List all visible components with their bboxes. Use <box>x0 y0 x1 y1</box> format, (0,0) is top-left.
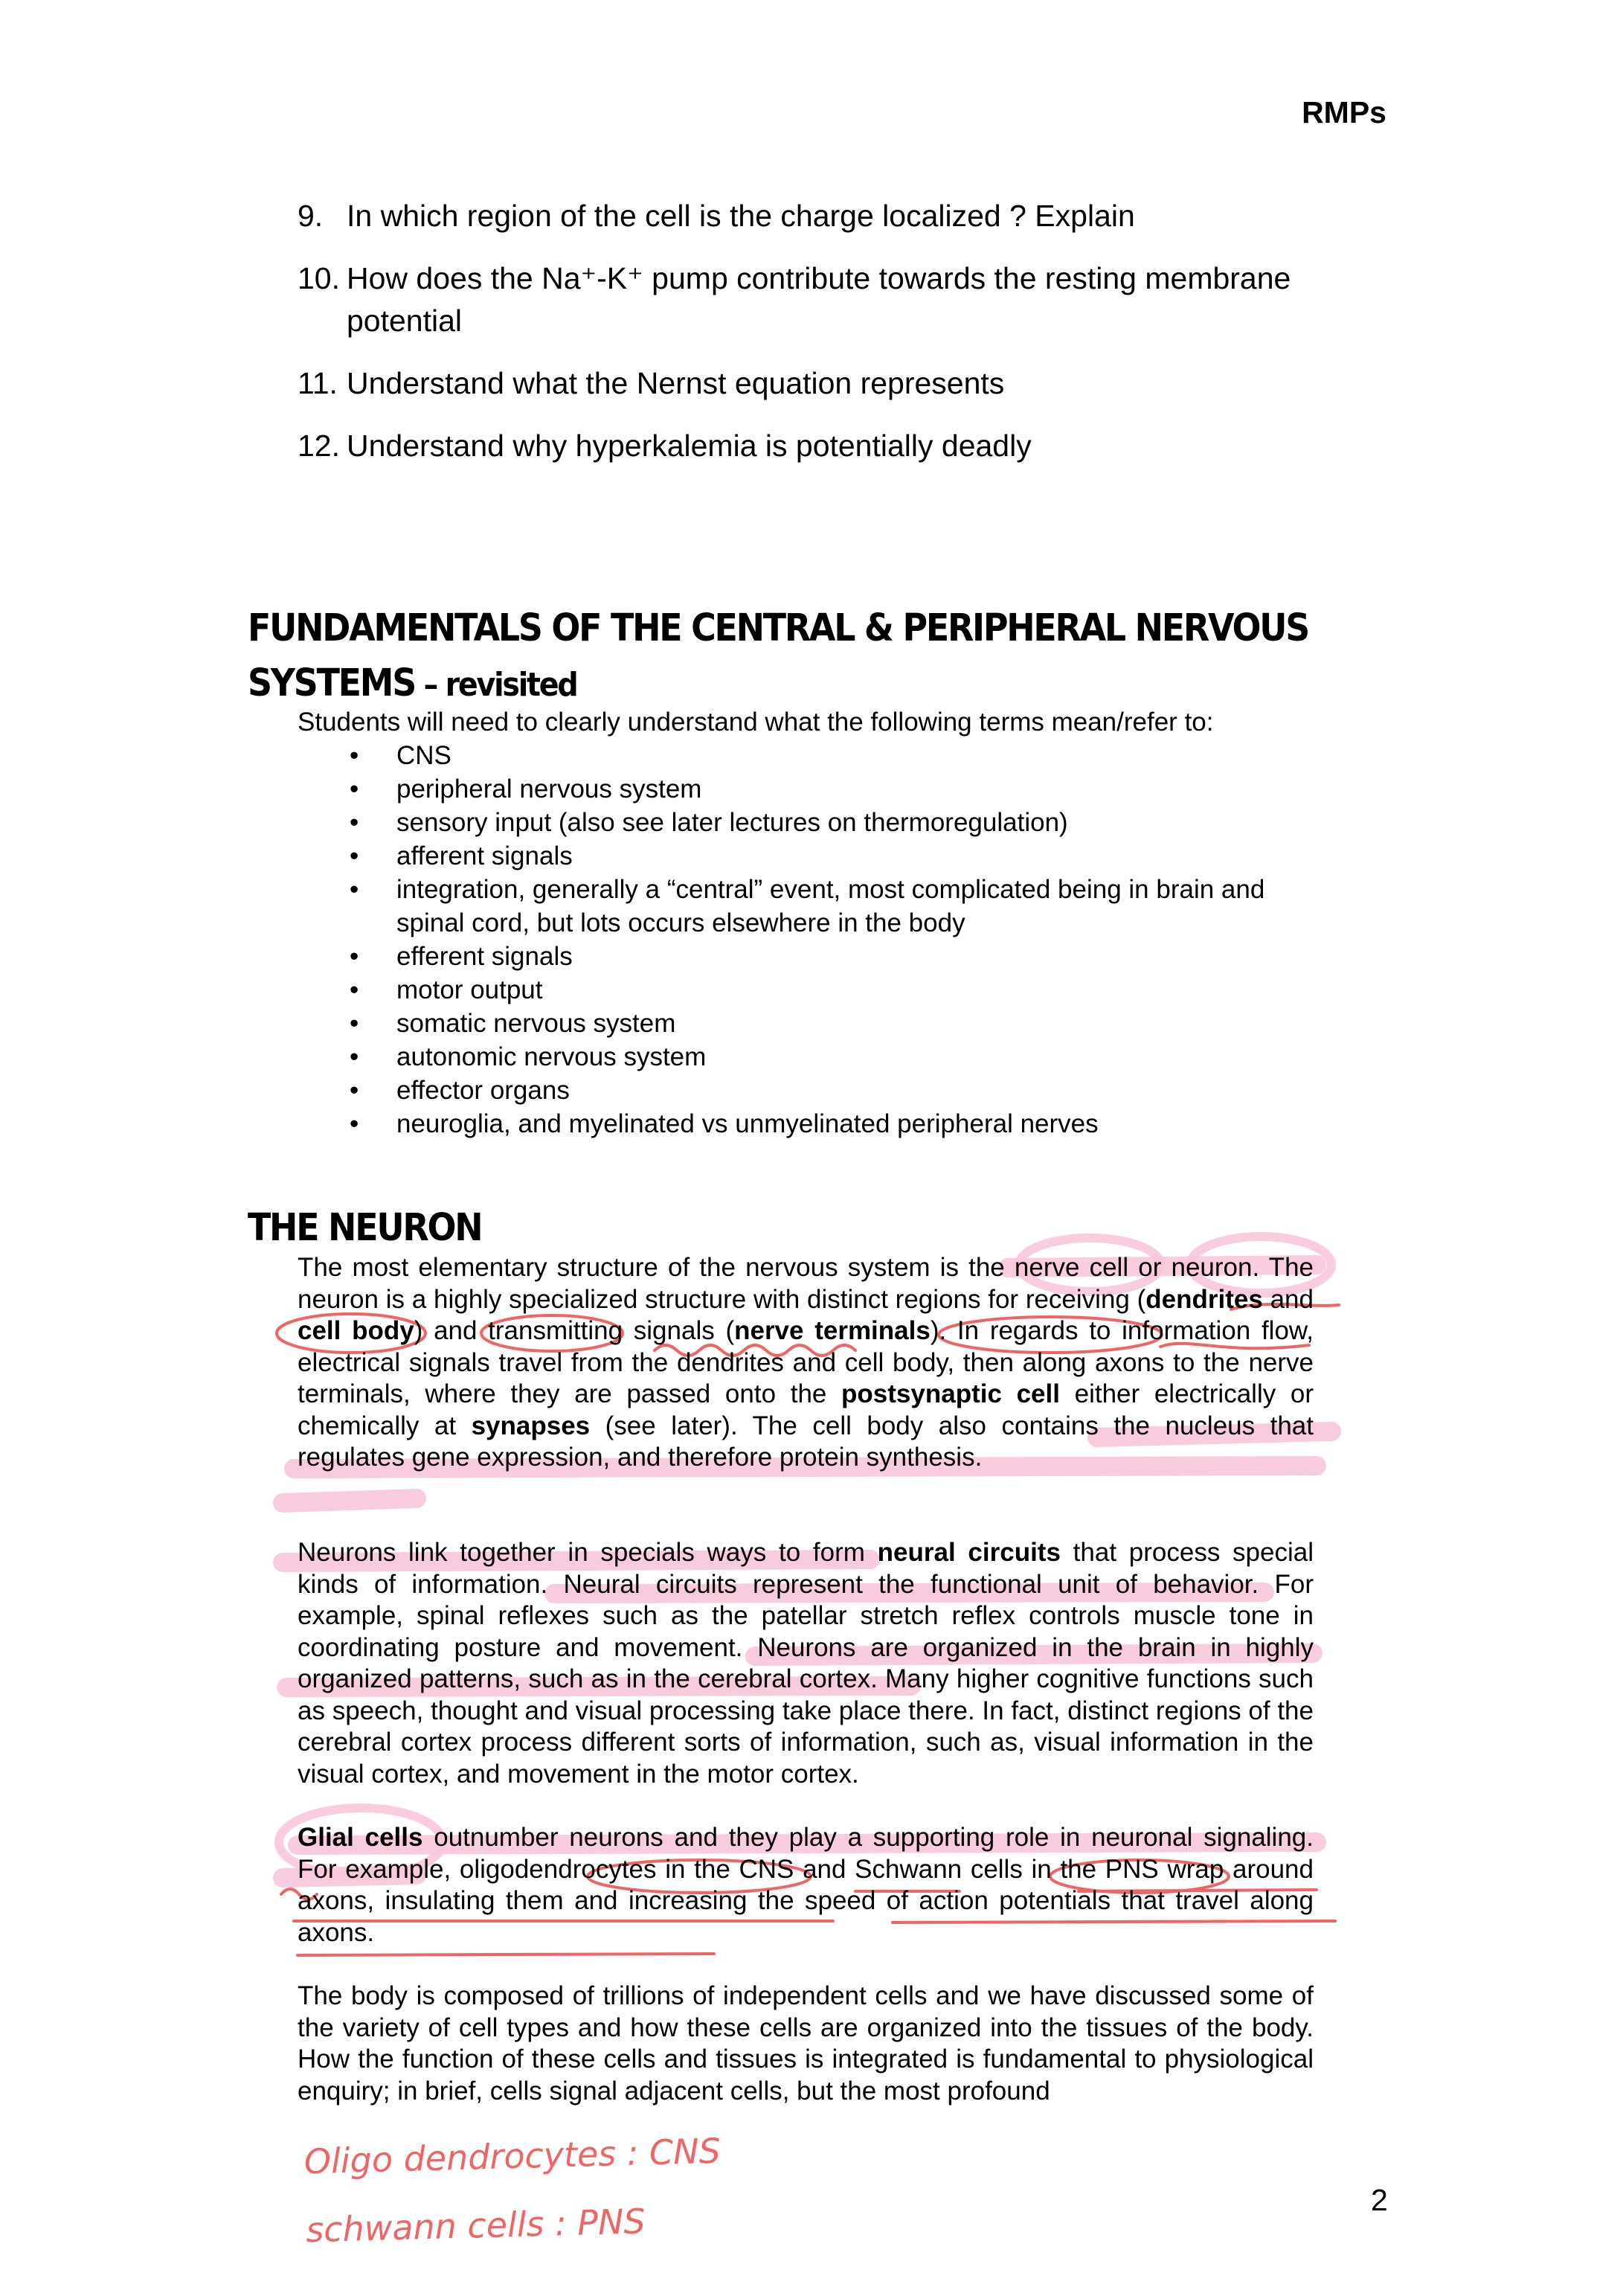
terms-list <box>350 739 1331 1141</box>
page-number: 2 <box>1371 2183 1388 2217</box>
bold-term: synapses <box>471 1411 591 1440</box>
section-title-suffix: – revisited <box>415 666 577 704</box>
text-run: The body is composed of trillions of independent cells and we have discussed some of the variety of cell types and how these cells are organized into the tissues of the body. How the function of these cells and tissues is integrated is fundamental to physiological enquiry; in brief, cells signal adjacent cells, but the most profound <box>298 1981 1314 2106</box>
list-item: • autonomic nervous system <box>350 1040 1331 1074</box>
list-item: • somatic nervous system <box>350 1007 1331 1040</box>
text-run: Neurons link together in specials ways to form <box>298 1538 878 1567</box>
question-number: 9. <box>298 199 324 233</box>
question-text: How does the Na⁺-K⁺ pump contribute towards the resting membrane potential <box>347 261 1291 338</box>
highlight-stroke <box>283 1498 417 1503</box>
paragraph <box>298 1822 1314 1949</box>
section-intro: Students will need to clearly understand what the following terms mean/refer to: <box>298 708 1214 737</box>
paragraph <box>298 1537 1314 1790</box>
question-number: 11. <box>298 366 338 400</box>
pen-underline <box>298 1954 714 1955</box>
text-run: either electrically or chemically at <box>298 1379 1314 1440</box>
handwritten-notes <box>303 2117 724 2265</box>
question-text: In which region of the cell is the charge localized ? Explain <box>347 199 1135 233</box>
list-item: • integration, generally a “central” event, most complicated being in brain and spinal cord, but lots occurs elsewhere in the body <box>350 873 1331 940</box>
question-number: 10. <box>298 261 340 295</box>
text-run: outnumber neurons and they play a supporting role in neuronal signaling. For example, oligodendrocytes in the CNS and Schwann cells in the PNS wrap around axons, insulating them and increasing the speed of action potentials that travel along axons. <box>298 1823 1314 1947</box>
list-item: • CNS <box>350 739 1331 772</box>
question-list <box>298 195 1383 487</box>
list-item: • sensory input (also see later lectures on thermoregulation) <box>350 806 1331 839</box>
section-title-word: SYSTEMS <box>248 661 416 705</box>
bold-term: Glial cells <box>298 1823 423 1852</box>
list-item: • efferent signals <box>350 940 1331 973</box>
question-text: Understand why hyperkalemia is potentially deadly <box>347 429 1032 463</box>
section-title-fundamentals <box>248 601 1308 713</box>
paragraph <box>298 1981 1314 2107</box>
question-number: 12. <box>298 429 340 463</box>
question-text: Understand what the Nernst equation represents <box>347 366 1005 400</box>
handwritten-line: schwann cells : PNS <box>305 2201 646 2251</box>
text-run: that process special kinds of information. Neural circuits represent the functional unit of behavior. For example, spinal reflexes such as the patellar stretch reflex controls muscle tone in coordinating posture and movement. Neurons are organized in the brain in highly organized patterns, such as in the cerebral cortex. Many higher cognitive functions such as speech, thought and visual processing take place there. In fact, distinct regions of the cerebral cortex process different sorts of information, such as, visual information in the visual cortex, and movement in the motor cortex. <box>298 1538 1314 1789</box>
list-item: • effector organs <box>350 1074 1331 1107</box>
paragraph <box>298 1252 1314 1474</box>
list-item <box>298 362 1383 405</box>
list-item: • motor output <box>350 973 1331 1007</box>
text-run: ) and transmitting signals ( <box>414 1316 735 1345</box>
list-item: • afferent signals <box>350 839 1331 873</box>
handwritten-line: Oligo dendrocytes : CNS <box>303 2130 721 2182</box>
list-item <box>298 257 1383 342</box>
bold-term: nerve terminals <box>734 1316 931 1345</box>
bold-term: neural circuits <box>877 1538 1061 1567</box>
section-title-line: FUNDAMENTALS OF THE CENTRAL & PERIPHERAL NERVOUS <box>248 606 1309 650</box>
text-run: and <box>1262 1284 1314 1314</box>
section-title-line <box>248 656 1308 713</box>
list-item <box>298 195 1383 237</box>
bold-term: cell body <box>298 1316 414 1345</box>
list-item: • peripheral nervous system <box>350 772 1331 806</box>
text-run: (see later). The cell body also contains the nucleus that regulates gene expression, and therefore protein synthesis. <box>298 1411 1314 1472</box>
section-title-neuron: THE NEURON <box>248 1206 482 1250</box>
bold-term: dendrites <box>1145 1284 1263 1314</box>
text-run: ). In regards to information flow, electrical signals travel from the dendrites and cell body, then along axons to the nerve terminals, where they are passed onto the <box>298 1316 1314 1408</box>
text-run: The most elementary structure of the nervous system is the nerve cell or neuron. The neuron is a highly specialized structure with distinct regions for receiving ( <box>298 1253 1314 1314</box>
list-item: • neuroglia, and myelinated vs unmyelinated peripheral nerves <box>350 1107 1331 1141</box>
list-item <box>298 425 1383 467</box>
running-header: RMPs <box>1302 95 1386 129</box>
bold-term: postsynaptic cell <box>841 1379 1060 1408</box>
